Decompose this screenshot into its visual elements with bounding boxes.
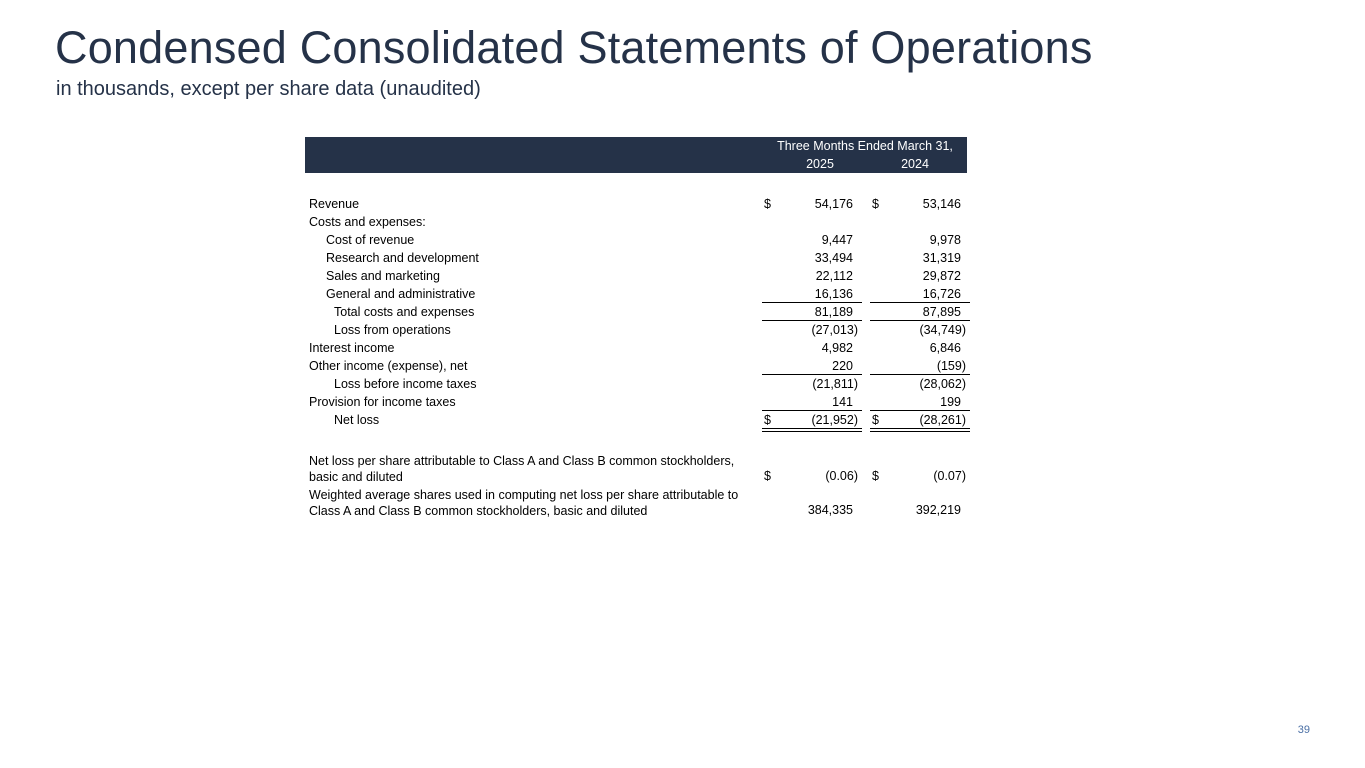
value-2025: 220	[832, 359, 853, 373]
row-net-loss	[305, 411, 967, 429]
value-2025: 16,136	[814, 287, 853, 301]
value-2024: (34,749)	[919, 323, 966, 337]
total-double-rule	[762, 428, 862, 429]
value-2024: (0.07)	[933, 469, 966, 483]
row-label: Cost of revenue	[326, 233, 415, 247]
currency-symbol: $	[764, 469, 771, 483]
row-label: Total costs and expenses	[334, 305, 475, 319]
currency-symbol: $	[872, 197, 879, 211]
row-label: Costs and expenses:	[309, 215, 426, 229]
value-2025: (27,013)	[811, 323, 858, 337]
value-2025: 22,112	[815, 269, 853, 283]
value-2025: (0.06)	[825, 469, 858, 483]
row-label: Revenue	[309, 197, 360, 211]
total-double-rule	[870, 428, 970, 429]
row-interest-income	[305, 339, 967, 357]
row-weighted-shares	[305, 487, 967, 519]
value-2025: (21,811)	[812, 377, 858, 391]
value-2024: 6,846	[929, 341, 961, 355]
value-2025: 54,176	[814, 197, 853, 211]
row-label: Loss from operations	[334, 323, 451, 337]
value-2025: (21,952)	[811, 413, 858, 427]
value-2025: 384,335	[807, 503, 853, 517]
row-label-line: basic and diluted	[309, 470, 403, 484]
row-loss-from-operations	[305, 321, 967, 339]
row-label: General and administrative	[326, 287, 476, 301]
row-total-costs	[305, 303, 967, 321]
total-double-rule	[762, 431, 862, 432]
row-cost-of-revenue	[305, 231, 967, 249]
value-2024: 199	[940, 395, 961, 409]
table-header	[305, 137, 967, 173]
value-2024: 9,978	[929, 233, 961, 247]
page-subtitle: in thousands, except per share data (unaudited)	[56, 78, 481, 100]
row-other-income	[305, 357, 967, 375]
page-number: 39	[1297, 724, 1310, 736]
page-title: Condensed Consolidated Statements of Operations	[55, 22, 1093, 73]
value-2024: 87,895	[922, 305, 961, 319]
currency-symbol: $	[764, 413, 771, 427]
row-provision-taxes	[305, 393, 967, 411]
statement-table	[305, 137, 967, 518]
row-costs-header	[305, 213, 967, 231]
currency-symbol: $	[872, 469, 879, 483]
year-2024-header: 2024	[901, 157, 929, 171]
row-general-administrative	[305, 285, 967, 303]
period-header: Three Months Ended March 31,	[777, 139, 953, 153]
value-2024: 29,872	[922, 269, 961, 283]
value-2024: 16,726	[922, 287, 961, 301]
row-label-line: Weighted average shares used in computing net loss per share attributable to	[309, 488, 739, 502]
year-2025-header: 2025	[806, 157, 834, 171]
row-label-line: Net loss per share attributable to Class A and Class B common stockholders,	[309, 454, 735, 468]
row-label: Research and development	[326, 251, 479, 265]
value-2024: 53,146	[922, 197, 961, 211]
row-research-development	[305, 249, 967, 267]
row-eps	[305, 453, 967, 485]
row-label: Other income (expense), net	[309, 359, 468, 373]
total-double-rule	[870, 431, 970, 432]
row-label	[309, 453, 734, 485]
value-2025: 81,189	[814, 305, 853, 319]
value-2025: 141	[832, 395, 853, 409]
currency-symbol: $	[764, 197, 771, 211]
value-2025: 9,447	[821, 233, 853, 247]
value-2024: 31,319	[922, 251, 961, 265]
row-revenue	[305, 195, 967, 213]
currency-symbol: $	[872, 413, 879, 427]
row-label: Sales and marketing	[326, 269, 440, 283]
value-2024: 392,219	[915, 503, 961, 517]
value-2025: 4,982	[821, 341, 853, 355]
value-2025: 33,494	[814, 251, 853, 265]
row-label: Loss before income taxes	[334, 377, 477, 391]
value-2024: (28,062)	[919, 377, 966, 391]
row-loss-before-taxes	[305, 375, 967, 393]
row-label-line: Class A and Class B common stockholders, basic and diluted	[309, 504, 648, 518]
row-label: Interest income	[309, 341, 395, 355]
row-label	[309, 487, 738, 519]
value-2024: (159)	[936, 359, 966, 373]
row-label: Net loss	[334, 413, 380, 427]
row-label: Provision for income taxes	[309, 395, 456, 409]
row-sales-marketing	[305, 267, 967, 285]
value-2024: (28,261)	[919, 413, 966, 427]
